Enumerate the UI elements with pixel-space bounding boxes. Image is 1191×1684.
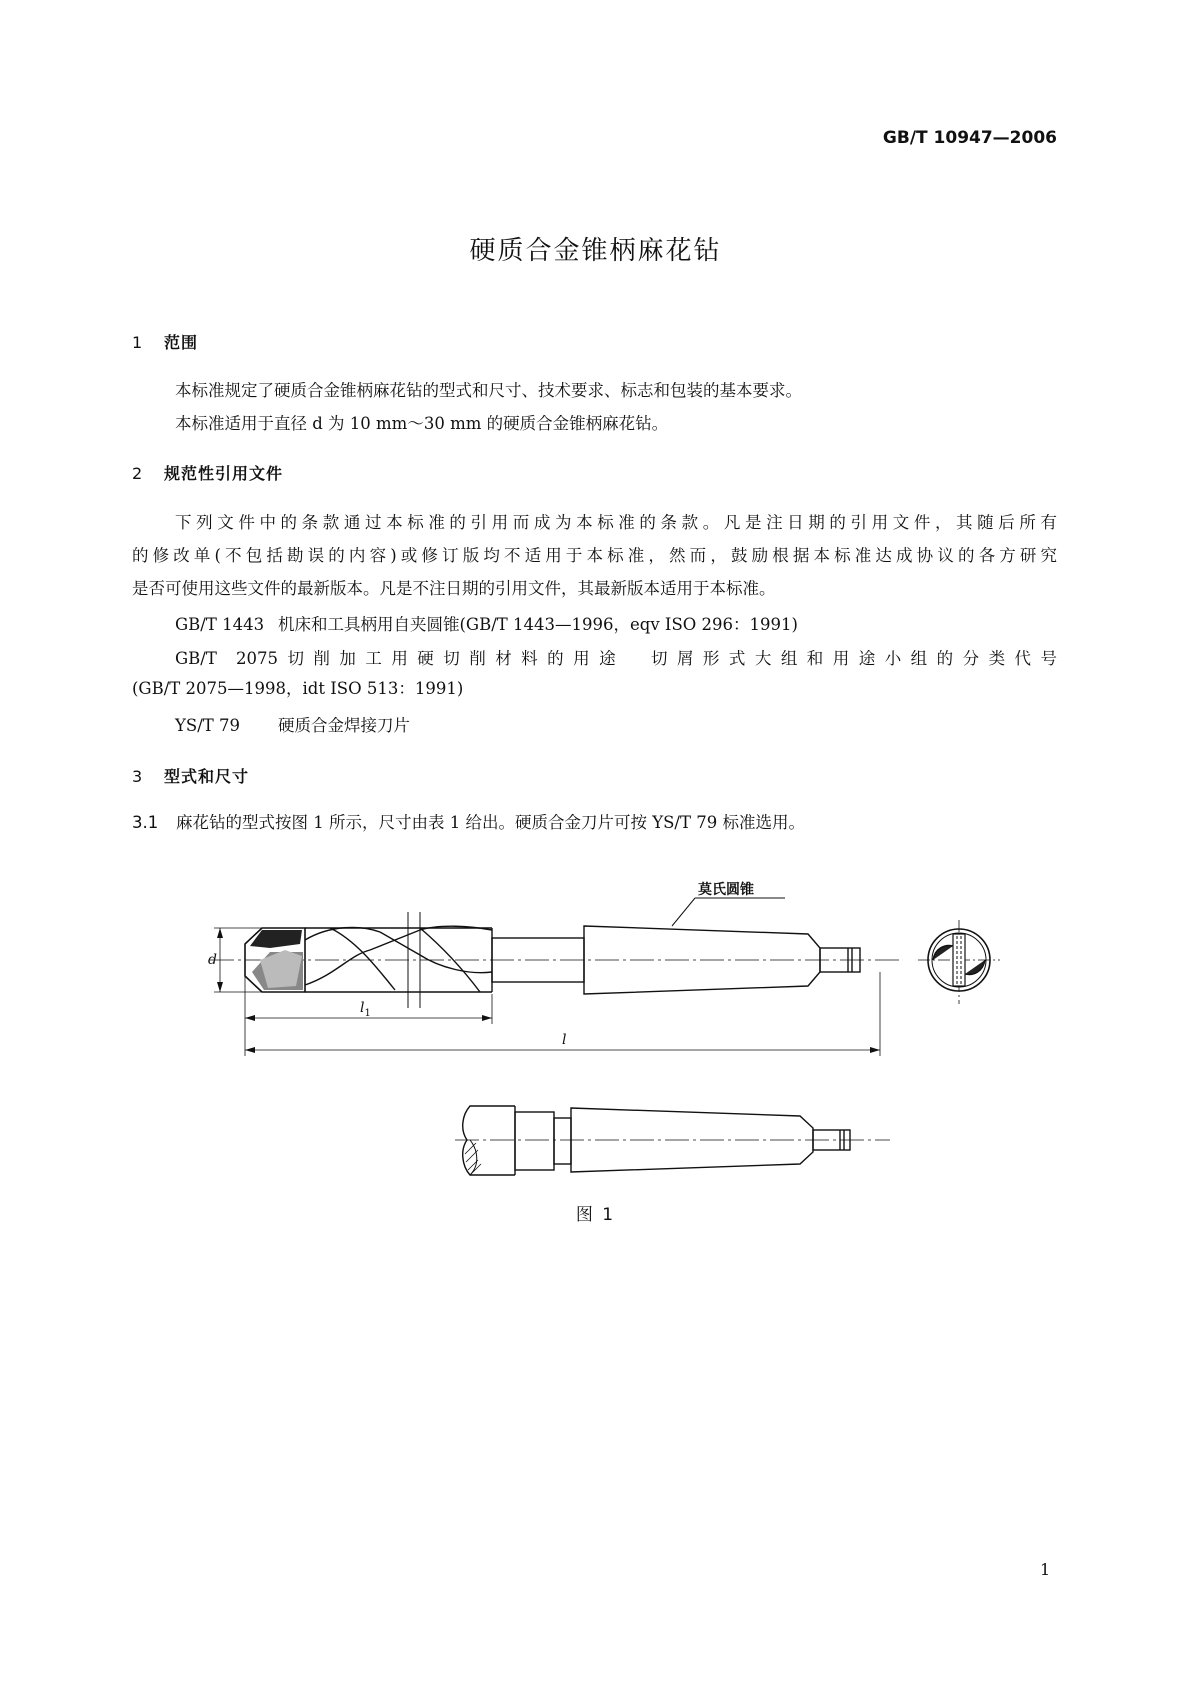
paragraph: 本标准规定了硬质合金锥柄麻花钻的型式和尺寸、技术要求、标志和包装的基本要求。 <box>175 381 802 400</box>
section-title: 规范性引用文件 <box>164 464 284 483</box>
end-view <box>918 920 1000 1004</box>
figure-caption: 图 1 <box>575 1205 616 1225</box>
section-title: 范围 <box>164 333 199 352</box>
reference-item <box>175 611 798 635</box>
reference-item <box>175 645 1057 669</box>
reference-continuation: (GB/T 2075—1998，idt ISO 513：1991) <box>132 679 464 698</box>
total-length-label: l <box>562 1032 567 1048</box>
section-1-heading <box>132 330 198 353</box>
reference-title: 硬质合金焊接刀片 <box>278 716 410 735</box>
subsection-text: 麻花钻的型式按图 1 所示，尺寸由表 1 给出。硬质合金刀片可按 YS/T 79 标准选用。 <box>176 813 805 832</box>
document-title: 硬质合金锥柄麻花钻 <box>469 236 722 266</box>
section-number: 1 <box>132 333 144 352</box>
page-number: 1 <box>1040 1560 1051 1579</box>
diameter-label: d <box>208 952 217 968</box>
reference-code: YS/T 79 <box>175 716 241 735</box>
figure-1-drawing <box>0 870 1191 1190</box>
section-2-heading <box>132 461 283 484</box>
section-3-heading <box>132 764 249 787</box>
standard-code: GB/T 10947—2006 <box>882 128 1057 148</box>
alternate-view <box>455 1106 890 1175</box>
section-number: 2 <box>132 464 144 483</box>
paragraph-line: 的修改单(不包括勘误的内容)或修订版均不适用于本标准，然而，鼓励根据本标准达成协议的各方研究 <box>132 546 1057 565</box>
reference-item <box>175 712 410 736</box>
reference-code: GB/T 2075 <box>175 649 278 668</box>
section-title: 型式和尺寸 <box>164 767 250 786</box>
paragraph: 本标准适用于直径 d 为 10 mm～30 mm 的硬质合金锥柄麻花钻。 <box>175 414 669 433</box>
flute-length-label: $l_1$ <box>360 1000 371 1019</box>
section-number: 3 <box>132 767 144 786</box>
subsection-number: 3.1 <box>132 813 159 832</box>
paragraph-line: 是否可使用这些文件的最新版本。凡是不注日期的引用文件，其最新版本适用于本标准。 <box>132 579 776 598</box>
subsection-3-1 <box>132 806 805 839</box>
paragraph-line: 下列文件中的条款通过本标准的引用而成为本标准的条款。凡是注日期的引用文件，其随后所有 <box>175 513 1057 532</box>
drill-body <box>305 926 492 992</box>
taper-label: 莫氏圆锥 <box>698 882 754 898</box>
reference-code: GB/T 1443 <box>175 615 265 634</box>
reference-title: 切削加工用硬切削材料的用途 切屑形式大组和用途小组的分类代号 <box>278 649 1057 668</box>
reference-title: 机床和工具柄用自夹圆锥(GB/T 1443—1996，eqv ISO 296：1991) <box>278 615 798 634</box>
